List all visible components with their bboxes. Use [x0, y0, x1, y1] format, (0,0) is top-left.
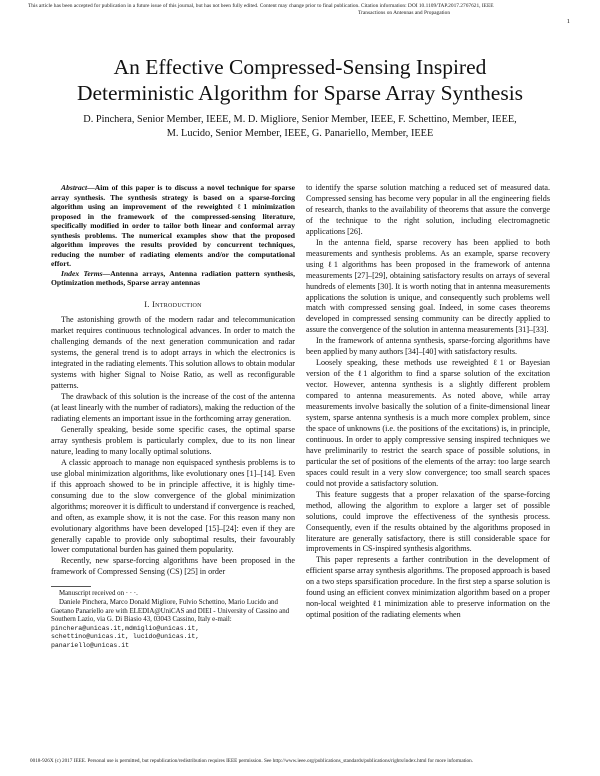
body-paragraph: to identify the sparse solution matching a reduced set of measured data. Compressed sensing has become very popular in all the engineering fields of research, thanks to the availability of theorems that assure the converge of the technique to the right solution, including electromagnetic applications [26]. [306, 183, 550, 236]
index-terms [51, 269, 295, 288]
intro-paragraph: Generally speaking, beside some specific cases, the optimal sparse array synthesis problem is particularly complex, due to its non linear nature, leading to many locally optimal solutions. [51, 424, 295, 456]
title-line-2: Deterministic Algorithm for Sparse Array Synthesis [76, 81, 524, 105]
footnote-affiliation: Daniele Pinchera, Marco Donald Migliore, Fulvio Schettino, Mario Lucido and Gaetano Panariello are with ELEDIA@UniCAS and DIEI - University of Cassino and Southern Lazio, via G. Di Biasio 43, 03043 Cassino, Italy e-mail: pinchera@unicas.it,mdmiglio@unicas.it, [51, 598, 290, 632]
intro-paragraph: The astonishing growth of the modern radar and telecommunication market requires continuous technological advances. In order to match the challenging demands of the next generation communication and radar systems, the general trend is to adopt arrays in which the electronics is integrated in the radiating elements. This solution allows to obtain modular systems with higher Signal to Noise Ratio, as well as reconfigurable patterns. [51, 315, 295, 391]
email-list: pinchera@unicas.it,mdmiglio@unicas.it, [51, 624, 200, 632]
intro-paragraph: The drawback of this solution is the increase of the cost of the antenna (at least linearly with the number of radiators), making the reduction of the radiating elements an important issue in the forthcoming array generation. [51, 392, 295, 424]
body-paragraph: This feature suggests that a proper relaxation of the sparse-forcing method, allowing the algorithm to explore a larger set of possible solutions, could improve the effectiveness of the synthesis process. Consequently, even if the results obtained by the algorithms proposed in literature are generally satisfactory, there is still considerable space for improvements in CS-inspired synthesis algorithms. [306, 489, 550, 554]
index-terms-lead: Index Terms [61, 268, 103, 278]
footnote-divider [51, 586, 91, 587]
right-column [306, 183, 550, 621]
body-paragraph: In the framework of antenna synthesis, sparse-forcing algorithms have been applied by many authors [34]–[40] with satisfactory results. [306, 336, 550, 357]
footnote-received: Manuscript received on · · ·. [59, 590, 138, 598]
copyright-footer: 0018-926X (c) 2017 IEEE. Personal use is permitted, but republication/redistribution requires IEEE permission. See http://www.ieee.org/publications_standards/publications/rights/index.html for more information. [30, 758, 474, 764]
footnote [51, 590, 295, 650]
author-list [40, 113, 560, 141]
email-list: panariello@unicas.it [51, 641, 130, 649]
abstract-text: —Aim of this paper is to discuss a novel technique for sparse array synthesis. The synthesis strategy is based on a sparse-forcing algorithm using an improvement of the reweighted ℓ1 minimization proposed in the framework of the compressed-sensing literature, specifically modified in order to tailor both linear and conformal array synthesis problems. The numerical examples show that the proposed algorithm improves the results provided by concurrent techniques, reducing the number of radiating elements and/or the computational effort. [51, 183, 295, 268]
email-list: schettino@unicas.it, lucido@unicas.it, [51, 633, 200, 641]
intro-paragraph: Recently, new sparse-forcing algorithms have been proposed in the framework of Compressed Sensing (CS) [25] in order [51, 556, 295, 577]
title-line-1: An Effective Compressed-Sensing Inspired [113, 55, 487, 79]
authors-line-2: M. Lucido, Senior Member, IEEE, G. Panariello, Member, IEEE [166, 128, 434, 139]
abstract [51, 183, 295, 269]
authors-line-1: D. Pinchera, Senior Member, IEEE, M. D. Migliore, Senior Member, IEEE, F. Schettino, Member, IEEE, [83, 114, 517, 125]
notice-line-1: This article has been accepted for publication in a future issue of this journal, but has not been fully edited. Content may change prior to final publication. Citation information: DOI 10.1109/TAP.2017.2767621, IEEE [28, 3, 494, 9]
body-paragraph: This paper represents a farther contribution in the development of efficient sparse array synthesis algorithms. The proposed approach is based on a two steps sparsification procedure. In the first step a sparse solution is found using an efficient convex minimization algorithm based on a proper non-local weighted ℓ1 minimization able to preserve information on the optimal position of the radiating elements when [306, 555, 550, 620]
abstract-lead: Abstract [61, 183, 88, 192]
page-number: 1 [566, 18, 570, 25]
left-column [51, 183, 295, 650]
intro-paragraph: A classic approach to manage non equispaced synthesis problems is to use global minimization algorithms, like evolutionary ones [1]–[14]. Even if this approach showed to be in principle affective, it is highly time-consuming due to the slow convergence of the global minimization algorithms; moreover it is difficult to understand if convergence is reached, and often, as example show, it is not the case. For this reason many non evolutionary algorithms have been developed [15]–[24]: even if they are generally capable to provide only suboptimal results, their favourably lower computational burden has gained them popularity. [51, 457, 296, 555]
notice-line-2: Transactions on Antennas and Propagation [358, 10, 451, 16]
section-heading-introduction: I. Introduction [144, 299, 202, 309]
index-terms-text: —Antenna arrays, Antenna radiation pattern synthesis, Optimization methods, Sparse array antennas [51, 268, 296, 287]
body-paragraph: Loosely speaking, these methods use reweighted ℓ1 or Bayesian version of the ℓ1 algorithm to find a sparse solution of the excitation vector. However, antenna synthesis is a slightly different problem compared to antenna measurements. As noted above, while array measurements involve basically the solution of a finite-dimensional linear system, sparse antenna synthesis is a much more complex problem, since the space of unknowns (i.e. the positions of the excitations) is, in principle, continuous. In order to apply compressive sensing inspired techniques we have preliminarily to restrict the search space of possible solutions, in particular the set of positions of the elements of the array: too large search spaces could result in a very slow convergence; too small search spaces could not provide a satisfactory solution. [306, 358, 550, 488]
paper-title [30, 54, 570, 106]
publication-notice [28, 3, 568, 17]
body-paragraph: In the antenna field, sparse recovery has been applied to both measurements and synthesis problems. As an example, sparse recovery using ℓ1 algorithms has been proposed in the framework of antenna measurements [27]–[29], obtaining satisfactory results on arrays of several hundreds of elements [30]. It is worth noting that in antenna measurements applications the solution is unique, and consequently such problems well match with compressed sensing goal. Indeed, in some cases theorems developed in compressed sensing community can be directly applied to assure the convergence of the solution in antenna measurements [31]–[33]. [306, 237, 550, 335]
